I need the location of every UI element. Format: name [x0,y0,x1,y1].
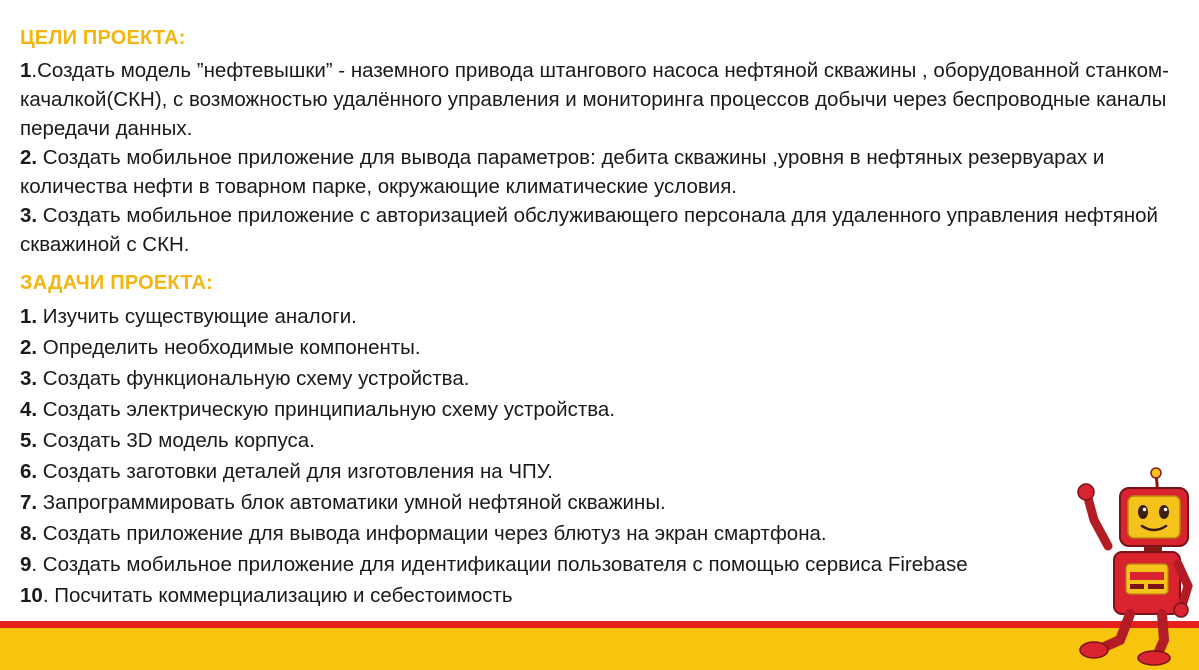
task-item-5 [20,425,1180,456]
task-number: 5. [20,429,38,452]
task-number: 2. [20,336,38,359]
tasks-heading: ЗАДАЧИ ПРОЕКТА: [20,272,213,294]
task-item-1 [20,301,1180,332]
task-text: Определить необходимые компоненты. [37,336,421,359]
task-number: 1. [20,305,38,328]
task-number: 7. [20,491,38,514]
goal-number: 3. [20,204,38,227]
task-item-4 [20,394,1180,425]
goal-item-3 [20,201,1180,259]
task-text: . Создать мобильное приложение для идентификации пользователя с помощью сервиса Firebase [31,553,968,576]
task-item-3 [20,363,1180,394]
goal-text: .Создать модель ”нефтевышки” - наземного привода штангового насоса нефтяной скважины , оборудованной станком-качалкой(СКН), с возможностью удалённого управления и мониторинга процессов добычи через беспроводные каналы передачи данных. [20,59,1169,140]
task-text: Создать функциональную схему устройства. [37,367,470,390]
task-item-6 [20,456,1180,487]
task-number: 10 [20,584,43,607]
slide-content [20,26,1180,611]
goal-item-2 [20,143,1180,201]
task-number: 4. [20,398,38,421]
task-text: . Посчитать коммерциализацию и себестоимость [42,584,513,607]
task-number: 9 [20,553,32,576]
task-text: Создать заготовки деталей для изготовления на ЧПУ. [37,460,553,483]
goal-number: 2. [20,146,38,169]
goal-text: Создать мобильное приложение для вывода параметров: дебита скважины ,уровня в нефтяных резервуарах и количества нефти в товарном парке, окружающие климатические условия. [20,146,1105,198]
goal-text: Создать мобильное приложение с авторизацией обслуживающего персонала для удаленного управления нефтяной скважиной с СКН. [20,204,1159,256]
goal-item-1 [20,56,1180,143]
task-number: 6. [20,460,38,483]
goals-heading: ЦЕЛИ ПРОЕКТА: [20,27,186,49]
task-item-10 [20,580,1180,611]
task-item-2 [20,332,1180,363]
task-item-8 [20,518,1180,549]
task-item-7 [20,487,1180,518]
footer-stripe-red [0,621,1199,628]
task-number: 8. [20,522,38,545]
robot-mascot-icon [1068,464,1194,666]
task-text: Запрограммировать блок автоматики умной нефтяной скважины. [37,491,666,514]
task-text: Создать электрическую принципиальную схему устройства. [37,398,616,421]
footer-stripe-yellow [0,628,1199,670]
task-text: Изучить существующие аналоги. [37,305,357,328]
task-item-9 [20,549,1180,580]
goal-number: 1 [20,59,32,82]
task-number: 3. [20,367,38,390]
task-text: Создать 3D модель корпуса. [37,429,315,452]
task-text: Создать приложение для вывода информации через блютуз на экран смартфона. [37,522,827,545]
